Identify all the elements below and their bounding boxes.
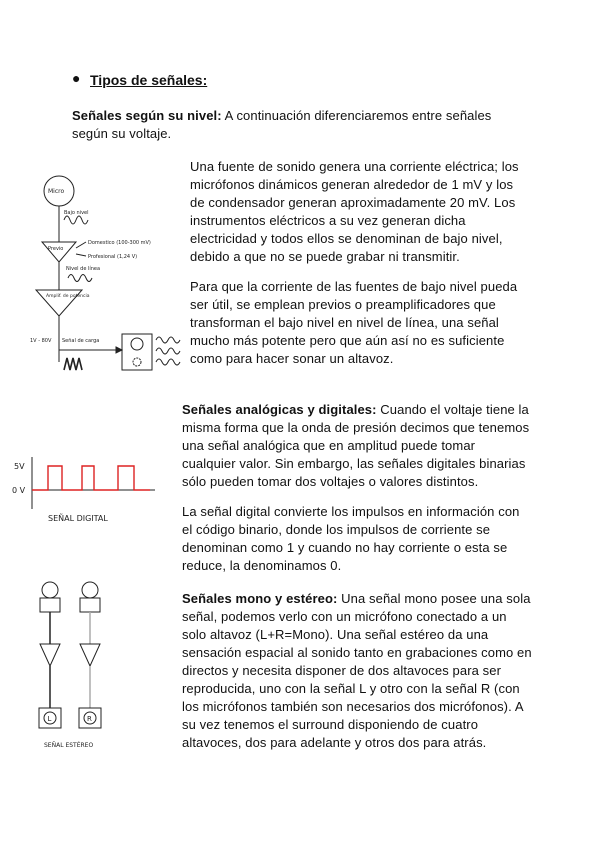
low-level-wave: [64, 216, 88, 224]
nivel-heading: Señales según su nivel:: [72, 108, 222, 123]
stereo-diagram: [28, 580, 128, 755]
mono-paragraph: [182, 590, 532, 752]
mic-label: Micro: [48, 188, 65, 195]
analog-paragraph-2: La señal digital convierte los impulsos en información con el código binario, donde los impulsos de corriente se denominan como 1 y cuando no hay corriente o esta se reduce, la denominamos 0.: [182, 504, 520, 573]
nivel-paragraph-1: Una fuente de sonido genera una corriente eléctrica; los micrófonos dinámicos generan alrededor de 1 mV y los de condensador generan aproximadamente 20 mV. Los instrumentos eléctricos a su vez generan dicha electricidad y todos ellos se denominan de bajo nivel, debido a que no se puede grabar ni transmitir.: [190, 159, 519, 264]
left-amp: [40, 644, 60, 666]
digital-waveform: [32, 466, 150, 490]
bajo-nivel-label: Bajo nivel: [64, 210, 89, 216]
nivel-paragraph-2: Para que la corriente de las fuentes de bajo nivel pueda ser útil, se emplean previos o preamplificadores que transforman el bajo nivel en nivel de línea, una señal mucho más potente pero que aún así no es suficiente como para hacer sonar un altavoz.: [190, 279, 518, 366]
amp-label: Amplif. de potencia: [46, 294, 90, 299]
v-high-label: 5V: [14, 462, 25, 471]
v-low-label: 0 V: [12, 486, 26, 495]
right-amp: [80, 644, 100, 666]
signal-level-diagram: [28, 170, 188, 380]
speaker-box: [122, 334, 152, 370]
vout-label: 1V - 80V: [30, 338, 52, 344]
nivel-linea-label: Nivel de línea: [66, 266, 101, 272]
profesional-label: Profesional (1,24 V): [88, 254, 138, 260]
preamp-triangle: [42, 242, 76, 262]
domestico-label: Domestico (100-300 mV): [88, 240, 151, 246]
analog-heading: Señales analógicas y digitales:: [182, 402, 377, 417]
senal-carga-label: Señal de carga: [62, 338, 100, 344]
nivel-intro: [72, 107, 512, 143]
mono-text: Una señal mono posee una sola señal, podemos verlo con un micrófono conectado a un solo altavoz (L+R=Mono). Una señal estéreo da una sensación espacial al sonido tanto en grabaciones como en directos y necesita disponer de dos altavoces para ser reproducida, uno con la señal L y otro con la señal R (con los micrófonos también son necesarios dos micrófonos). A su vez tenemos el surround disponiendo de cuatro altavoces, dos para adelante y otros dos para atrás.: [182, 591, 532, 750]
digital-caption: SEÑAL DIGITAL: [48, 514, 108, 523]
stereo-caption: SEÑAL ESTÉREO: [44, 742, 94, 749]
mono-heading: Señales mono y estéreo:: [182, 591, 338, 606]
section-title: Tipos de señales:: [90, 72, 208, 88]
analog-text: Cuando el voltaje tiene la misma forma que la onda de presión decimos que tenemos una señal analógica que en amplitud puede tomar cualquier valor. Sin embargo, las señales digitales binarias sólo pueden tomar dos voltajes o valores distintos.: [182, 402, 530, 489]
left-label: L: [47, 715, 52, 723]
nivel-intro-text: A continuación diferenciaremos entre señales según su voltaje.: [72, 108, 492, 141]
right-label: R: [87, 715, 92, 723]
bullet-icon: ●: [72, 70, 81, 86]
analog-paragraph-1: [182, 401, 532, 491]
digital-signal-diagram: [10, 455, 160, 530]
previo-label: Previo: [48, 246, 64, 252]
